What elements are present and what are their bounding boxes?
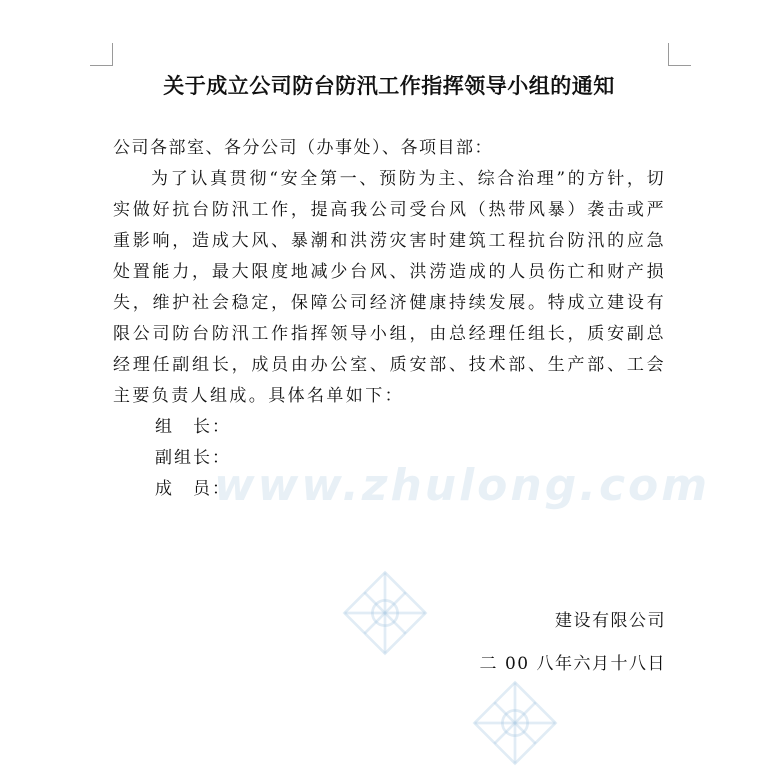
member-deputy-leader: 副组长：: [155, 448, 231, 468]
watermark-logo-icon: [340, 568, 430, 658]
signature-date: 二 00 八年六月十八日: [479, 654, 666, 674]
signature-company: 建设有限公司: [555, 611, 666, 631]
crop-mark-top-right: [668, 43, 691, 66]
watermark-text: www.zhulong.com: [214, 460, 711, 511]
crop-mark-top-left: [90, 43, 113, 66]
document-body: [113, 133, 666, 505]
document-title: 关于成立公司防台防汛工作指挥领导小组的通知: [163, 74, 615, 98]
main-paragraph: 为了认真贯彻“安全第一、预防为主、综合治理”的方针，切实做好抗台防汛工作，提高我公司受台风（热带风暴）袭击或严重影响，造成大风、暴潮和洪涝灾害时建筑工程抗台防汛的应急处置能力，最大限度地减少台风、洪涝造成的人员伤亡和财产损失，维护社会稳定，保障公司经济健康持续发展。特成立建设有限公司防台防汛工作指挥领导小组，由总经理任组长，质安副总经理任副组长，成员由办公室、质安部、技术部、生产部、工会主要负责人组成。具体名单如下：: [113, 169, 666, 406]
member-leader: 组 长：: [155, 417, 231, 437]
salutation: 公司各部室、各分公司（办事处）、各项目部：: [113, 138, 493, 158]
member-members: 成 员：: [155, 479, 231, 499]
watermark-logo-icon: [470, 678, 560, 768]
